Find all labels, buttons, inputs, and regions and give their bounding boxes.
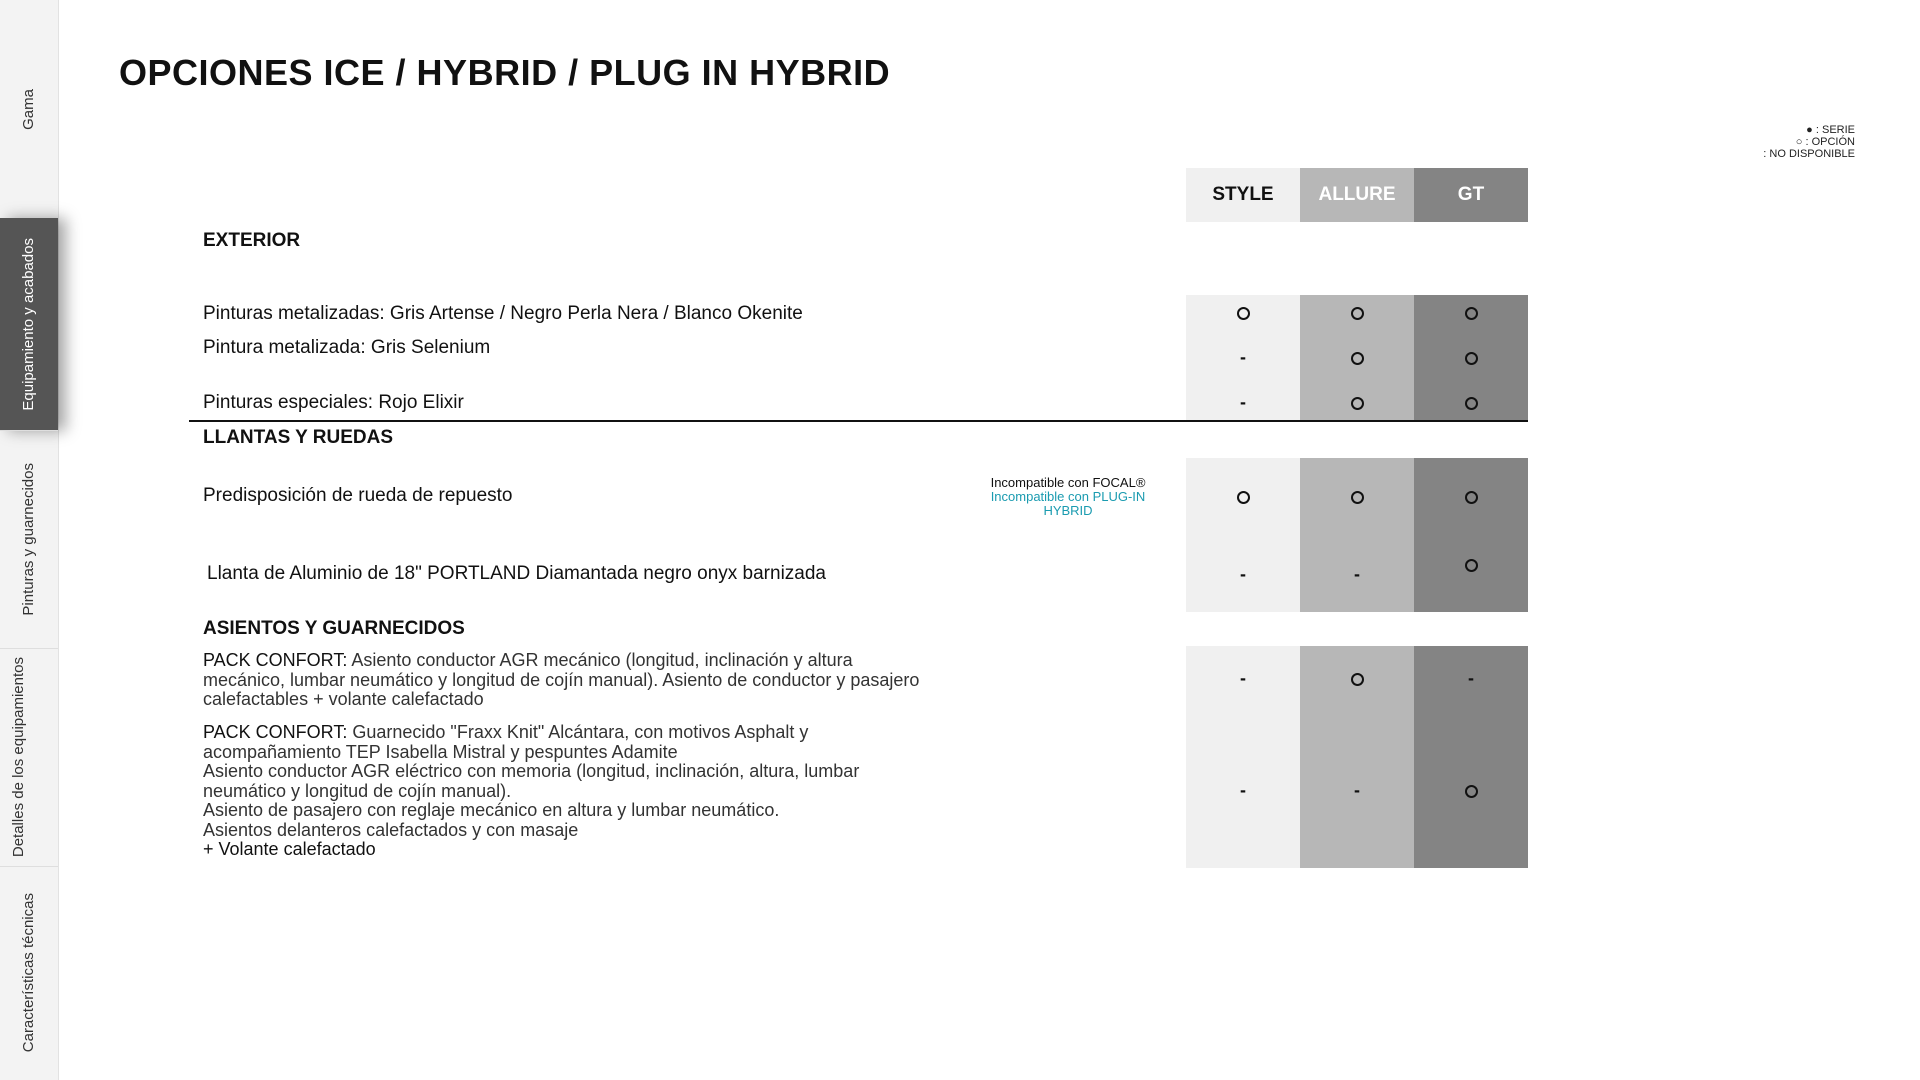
- band-style-llantas: [1186, 458, 1300, 612]
- mark-selenium-style: -: [1240, 347, 1246, 367]
- tab-pinturas[interactable]: [0, 430, 58, 649]
- mark-pack1-allure: [1300, 668, 1414, 688]
- mark-llanta-gt: [1414, 554, 1528, 574]
- tab-equipamiento-label: Equipamiento y acabados: [20, 237, 37, 411]
- pack-confort-2-line5: + Volante calefactado: [203, 839, 376, 859]
- row-pinturas-especiales: Pinturas especiales: Rojo Elixir: [203, 392, 464, 413]
- tab-gama-label: Gama: [20, 88, 37, 130]
- pack-confort-1-text: Asiento conductor AGR mecánico (longitud, inclinación y altura mecánico, lumbar neumático y longitud de cojín manual). Asiento de conductor y pasajero calefactables + volante calefactado: [203, 650, 920, 709]
- mark-pint-metal-allure: [1300, 302, 1414, 322]
- page-title: OPCIONES ICE / HYBRID / PLUG IN HYBRID: [119, 52, 891, 93]
- pack-confort-2-line1: [203, 723, 923, 762]
- legend-no-disponible: : NO DISPONIBLE: [1763, 148, 1855, 160]
- column-header-gt: GT: [1414, 168, 1528, 222]
- row-rueda-repuesto: Predisposición de rueda de repuesto: [203, 485, 513, 506]
- row-pinturas-metalizadas: Pinturas metalizadas: Gris Artense / Negro Perla Nera / Blanco Okenite: [203, 303, 803, 324]
- mark-pack1-gt: -: [1468, 668, 1474, 688]
- band-allure-llantas: [1300, 458, 1414, 612]
- legend-opcion: ○ : OPCIÓN: [1795, 136, 1855, 148]
- column-header-allure: ALLURE: [1300, 168, 1414, 222]
- tab-gama[interactable]: [0, 0, 58, 219]
- mark-llanta-allure: -: [1354, 564, 1360, 584]
- note-focal: Incompatible con FOCAL®: [990, 475, 1146, 490]
- mark-pack2-gt: [1414, 780, 1528, 800]
- mark-rueda-style: [1186, 486, 1300, 506]
- mark-rueda-allure: [1300, 486, 1414, 506]
- row-pack-confort-2: [203, 723, 923, 860]
- section-exterior: EXTERIOR: [203, 230, 301, 251]
- tab-caracteristicas[interactable]: [0, 866, 58, 1080]
- mark-selenium-gt: [1414, 347, 1528, 367]
- pack-confort-2-desc: Guarnecido "Fraxx Knit" Alcántara, con motivos Asphalt y acompañamiento TEP Isabella Mistral y pespuntes Adamite: [203, 722, 809, 762]
- row-llanta-portland: Llanta de Aluminio de 18" PORTLAND Diamantada negro onyx barnizada: [207, 563, 826, 584]
- row-pack-confort-1: [203, 651, 923, 710]
- mark-especial-style: -: [1240, 392, 1246, 412]
- section-divider: [189, 420, 1528, 422]
- tab-equipamiento[interactable]: [0, 218, 58, 431]
- pack-confort-2-line3: Asiento de pasajero con reglaje mecánico en altura y lumbar neumático.: [203, 800, 780, 820]
- row-pintura-selenium: Pintura metalizada: Gris Selenium: [203, 337, 491, 358]
- pack-confort-2-line4: Asientos delanteros calefactados y con masaje: [203, 819, 579, 840]
- mark-llanta-style: -: [1240, 564, 1246, 584]
- legend: [1763, 124, 1855, 160]
- tab-detalles-label: Detalles de los equipamientos: [10, 656, 27, 858]
- mark-pack1-style: -: [1240, 668, 1246, 688]
- mark-pint-metal-style: [1186, 302, 1300, 322]
- band-gt-llantas: [1414, 458, 1528, 612]
- pack-confort-2-title: PACK CONFORT:: [203, 722, 348, 742]
- incompatibility-note: [968, 476, 1168, 518]
- mark-pack2-style: -: [1240, 780, 1246, 800]
- mark-pack2-allure: -: [1354, 780, 1360, 800]
- mark-rueda-gt: [1414, 486, 1528, 506]
- legend-serie: ● : SERIE: [1806, 124, 1855, 136]
- section-llantas: LLANTAS Y RUEDAS: [203, 427, 394, 448]
- section-sidebar: [0, 0, 59, 1080]
- mark-pint-metal-gt: [1414, 302, 1528, 322]
- mark-especial-allure: [1300, 392, 1414, 412]
- note-plugin: Incompatible con PLUG-IN HYBRID: [990, 489, 1146, 518]
- tab-detalles[interactable]: [0, 648, 58, 867]
- tab-caracteristicas-label: Características técnicas: [20, 893, 37, 1053]
- tab-pinturas-label: Pinturas y guarnecidos: [20, 462, 37, 616]
- column-header-style: STYLE: [1186, 168, 1300, 222]
- section-asientos: ASIENTOS Y GUARNECIDOS: [203, 618, 465, 639]
- mark-selenium-allure: [1300, 347, 1414, 367]
- pack-confort-1-title: PACK CONFORT:: [203, 650, 348, 670]
- pack-confort-2-line2: Asiento conductor AGR eléctrico con memoria (longitud, inclinación, altura, lumbar neumático y longitud de cojín manual).: [203, 761, 860, 801]
- mark-especial-gt: [1414, 392, 1528, 412]
